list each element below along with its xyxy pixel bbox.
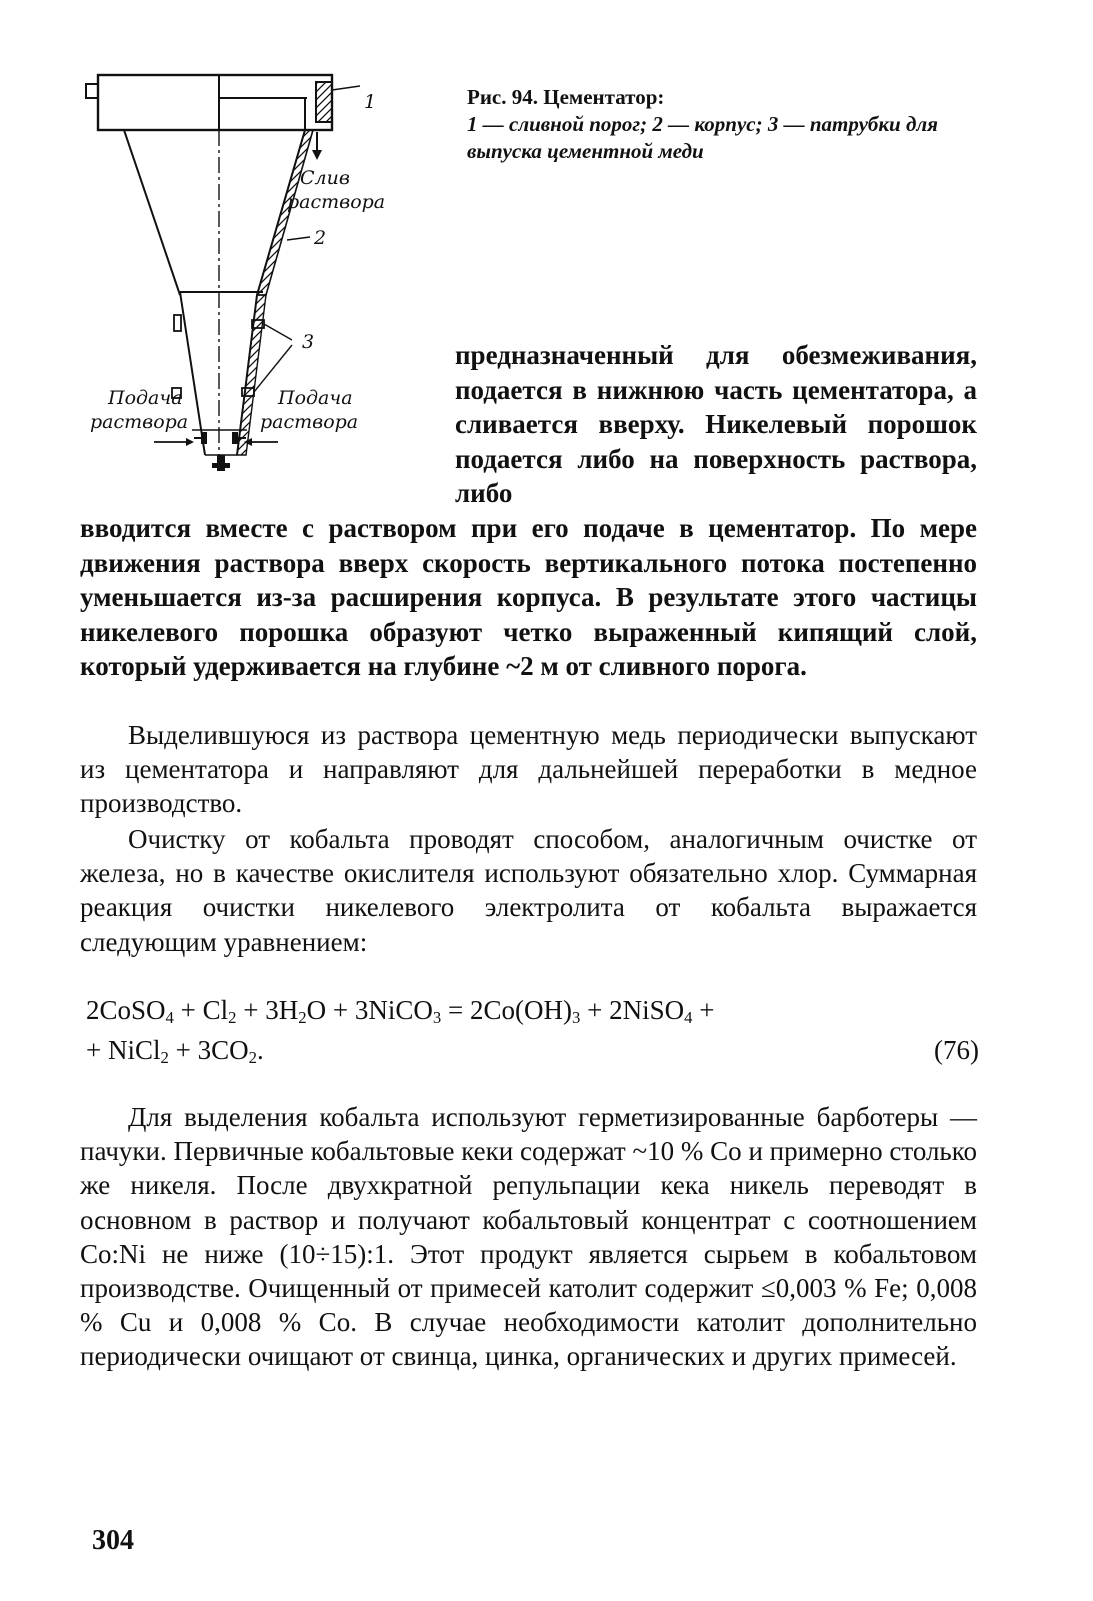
page-number: 304 xyxy=(92,1525,134,1556)
label-part-2: 2 xyxy=(314,227,327,249)
label-drain-line1: Слив xyxy=(300,167,350,189)
label-part-1: 1 xyxy=(364,91,377,113)
equation-number: (76) xyxy=(934,1035,979,1065)
equation-line-1: 2CoSO$_4$ + $Cl_2 + 3H_2O$ + 3NiCO$_3$ = $2Co(OH)_3$ + 2NiSO$_4$ + xyxy=(86,995,715,1027)
paragraph-2: Выделившуюся из раствора цементную медь периодически выпускают из цементатора и направляют для дальнейшей переработки в медное производство. xyxy=(80,720,977,819)
label-part-3: 3 xyxy=(302,331,315,353)
label-feed-right-line2: раствора xyxy=(260,411,359,433)
label-feed-left-line1: Подача xyxy=(108,387,183,409)
label-drain-line2: раствора xyxy=(287,191,386,213)
label-feed-right-line1: Подача xyxy=(278,387,353,409)
overflow-weir xyxy=(316,82,332,122)
figure-caption xyxy=(467,84,987,165)
paragraph-3: Очистку от кобальта проводят способом, аналогичным очистке от железа, но в качестве окислителя используют обязательно хлор. Суммарная реакция очистки никелевого электролита от кобальта выражается следующим уравнением: xyxy=(80,824,977,957)
paragraph-4: Для выделения кобальта используют герметизированные барботеры — пачуки. Первичные кобальтовые кеки содержат ~10 % Co и примерно столько же никеля. После двухкратной репульпации кека никель переводят в основном в раствор и получают кобальтовый концентрат с соотношением Co:Ni не ниже (10÷15):1. Этот продукт является сырьем в кобальтовом производстве. Очищенный от примесей католит содержит ≤0,003 % Fe; 0,008 % Cu и 0,008 % Co. В случае необходимости католит дополнительно периодически очищают от свинца, цинка, органических и других примесей. xyxy=(80,1102,977,1372)
cementator-figure xyxy=(82,70,402,490)
paragraph-1-full: вводится вместе с раствором при его подаче в цементатор. По мере движения раствора вверх скорость вертикального потока постепенно уменьшается из-за расширения корпуса. В результате этого частицы никелевого порошка образуют четко выраженный кипящий слой, который удерживается на глубине ~2 м от сливного порога. xyxy=(80,513,977,681)
paragraph-1-right: предназначенный для обезмеживания, подается в нижнюю часть цементатора, а сливается вверху. Никелевый порошок подается либо на поверхность раствора, либо xyxy=(455,340,977,508)
equation-76 xyxy=(86,990,979,1070)
caption-body: 1 — сливной порог; 2 — корпус; 3 — патрубки для выпуска цементной меди xyxy=(467,112,938,163)
label-feed-left-line2: раствора xyxy=(90,411,189,433)
caption-title: Рис. 94. Цементатор: xyxy=(467,85,665,109)
equation-line-2: + NiCl$_2$ + $3CO_2$. xyxy=(86,1035,264,1067)
top-cylinder xyxy=(98,75,332,130)
